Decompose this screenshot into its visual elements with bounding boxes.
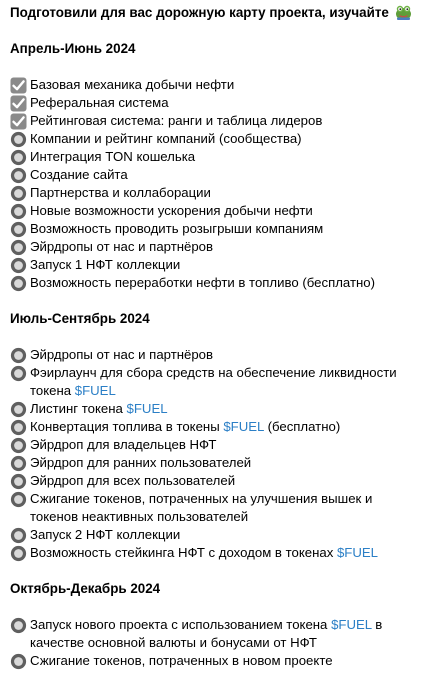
roadmap-item [10, 364, 422, 400]
roadmap-item-text: Запуск 1 НФТ коллекции [30, 257, 181, 272]
roadmap-item-text: Эйрдроп для владельцев НФТ [30, 437, 217, 452]
roadmap-item-text: Эйрдроп для всех пользователей [30, 473, 236, 488]
radio-button-icon [10, 653, 27, 670]
roadmap-item-text: Сжигание токенов, потраченных на улучшения вышек и токенов неактивных пользователей [30, 491, 373, 524]
spacer [10, 598, 422, 616]
roadmap-item-text: Фэирлаунч для сбора средств на обеспечение ликвидности токена [30, 365, 397, 398]
roadmap-item-text: Партнерства и коллаборации [30, 185, 211, 200]
roadmap-item [10, 454, 422, 472]
spacer [10, 328, 422, 346]
roadmap-item [10, 166, 422, 184]
roadmap-item-text: в качестве основной валюты и бонусами от НФТ [30, 617, 383, 650]
radio-button-icon [10, 131, 27, 148]
section-title: Октябрь-Декабрь 2024 [10, 581, 161, 596]
roadmap-item [10, 418, 422, 436]
roadmap-item [10, 274, 422, 292]
roadmap-item-text: Конвертация топлива в токены [30, 419, 224, 434]
section-title: Июль-Сентябрь 2024 [10, 311, 150, 326]
radio-button-icon [10, 419, 27, 436]
roadmap-item-text: Базовая механика добычи нефти [30, 77, 235, 92]
roadmap-item [10, 202, 422, 220]
roadmap-item-text: Эйрдроп для ранних пользователей [30, 455, 252, 470]
fuel-token-link[interactable]: $FUEL [74, 383, 116, 398]
spacer [10, 292, 422, 310]
roadmap-sections [10, 22, 422, 670]
roadmap-item [10, 112, 422, 130]
roadmap-item [10, 148, 422, 166]
radio-button-icon [10, 473, 27, 490]
roadmap-item-text: Листинг токена [30, 401, 127, 416]
radio-button-icon [10, 617, 27, 634]
roadmap-item-text: Рейтинговая система: ранги и таблица лидеров [30, 113, 323, 128]
roadmap-item [10, 76, 422, 94]
roadmap-item [10, 616, 422, 652]
radio-button-icon [10, 221, 27, 238]
radio-button-icon [10, 257, 27, 274]
spacer [10, 58, 422, 76]
radio-button-icon [10, 527, 27, 544]
roadmap-item-text: Возможность переработки нефти в топливо (бесплатно) [30, 275, 375, 290]
fuel-token-link[interactable]: $FUEL [126, 401, 168, 416]
spacer [10, 22, 422, 40]
radio-button-icon [10, 275, 27, 292]
roadmap-item-text: Реферальная система [30, 95, 169, 110]
roadmap-item [10, 220, 422, 238]
roadmap-item [10, 130, 422, 148]
header-text: Подготовили для вас дорожную карту проекта, изучайте [10, 5, 389, 20]
roadmap-item [10, 94, 422, 112]
roadmap-item-text: Эйрдропы от нас и партнёров [30, 239, 214, 254]
radio-button-icon [10, 437, 27, 454]
section-title: Апрель-Июнь 2024 [10, 41, 136, 56]
roadmap-item [10, 544, 422, 562]
roadmap-item-text: Запуск 2 НФТ коллекции [30, 527, 181, 542]
radio-button-icon [10, 149, 27, 166]
radio-button-icon [10, 239, 27, 256]
check-mark-button-icon [10, 95, 27, 112]
radio-button-icon [10, 203, 27, 220]
radio-button-icon [10, 347, 27, 364]
roadmap-item-text: Возможность проводить розыгрыши компаниям [30, 221, 324, 236]
roadmap-item-text: Интеграция TON кошелька [30, 149, 196, 164]
roadmap-item [10, 490, 422, 526]
roadmap-item [10, 526, 422, 544]
check-mark-button-icon [10, 113, 27, 130]
roadmap-item [10, 400, 422, 418]
roadmap-item [10, 184, 422, 202]
roadmap-message [10, 4, 422, 670]
radio-button-icon [10, 401, 27, 418]
roadmap-item [10, 436, 422, 454]
check-mark-button-icon [10, 77, 27, 94]
radio-button-icon [10, 491, 27, 508]
radio-button-icon [10, 167, 27, 184]
roadmap-item-text: Сжигание токенов, потраченных в новом проекте [30, 653, 333, 668]
frog-icon [395, 4, 412, 21]
radio-button-icon [10, 545, 27, 562]
roadmap-item-text: Возможность стейкинга НФТ с доходом в токенах [30, 545, 337, 560]
spacer [10, 562, 422, 580]
roadmap-item [10, 238, 422, 256]
roadmap-item-text: (бесплатно) [263, 419, 341, 434]
fuel-token-link[interactable]: $FUEL [336, 545, 378, 560]
roadmap-item [10, 652, 422, 670]
roadmap-item-text: Создание сайта [30, 167, 128, 182]
roadmap-item-text: Эйрдропы от нас и партнёров [30, 347, 214, 362]
roadmap-item-text: Новые возможности ускорения добычи нефти [30, 203, 313, 218]
fuel-token-link[interactable]: $FUEL [223, 419, 264, 434]
roadmap-item-text: Компании и рейтинг компаний (сообщества) [30, 131, 302, 146]
roadmap-item [10, 256, 422, 274]
roadmap-item [10, 472, 422, 490]
roadmap-item [10, 346, 422, 364]
radio-button-icon [10, 185, 27, 202]
fuel-token-link[interactable]: $FUEL [331, 617, 372, 632]
radio-button-icon [10, 365, 27, 382]
message-header [10, 4, 422, 22]
roadmap-item-text: Запуск нового проекта с использованием токена [30, 617, 332, 632]
radio-button-icon [10, 455, 27, 472]
